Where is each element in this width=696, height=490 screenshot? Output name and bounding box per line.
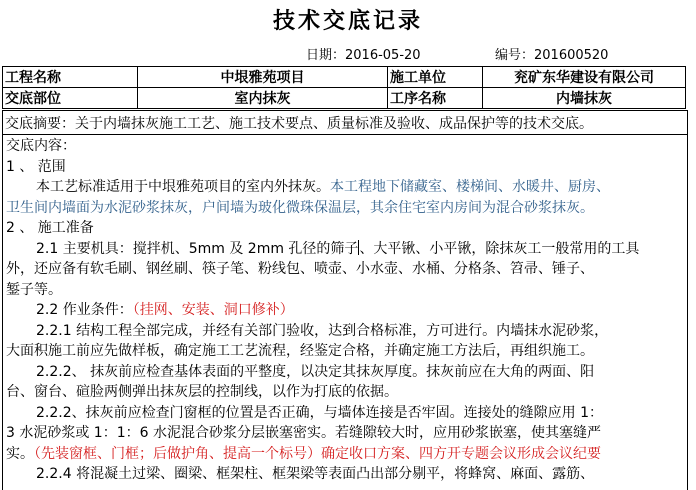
- location-label: 交底部位: [3, 88, 138, 109]
- section-2-1-text-a: 2.1 主要机具：搅拌机、5mm 及 2mm 孔径的筛子: [36, 240, 359, 257]
- process-label: 工序名称: [388, 88, 483, 109]
- section-1-paragraph: [6, 177, 684, 198]
- section-1-text: 本工艺标准适用于中垠雅苑项目的室内外抹灰。: [36, 179, 330, 195]
- section-2-2-3-line: 2.2.2、抹灰前应检查门窗框的位置是否正确，与墙体连接是否牢固。连接处的缝隙应用 1：: [36, 404, 603, 421]
- section-2-2-text: 2.2 作业条件：: [36, 302, 133, 318]
- date-field: 日期：2016-05-20: [306, 48, 421, 63]
- number-field: 编号：201600520: [495, 48, 609, 63]
- section-2-1-line-2: 外，还应备有软毛刷、钢丝刷、筷子笔、粉线包、喷壶、小水壶、水桶、分格条、笤帚、锤子、: [6, 261, 594, 277]
- section-2-2-1-line: 2.2.1 结构工程全部完成，并经有关部门验收，达到合格标准，方可进行。内墙抹水泥砂浆，: [36, 322, 609, 339]
- section-1-blue-note: 本工程地下储藏室、楼梯间、水暖井、厨房、: [330, 179, 610, 195]
- section-2-title: 2 、 施工准备: [6, 220, 94, 236]
- section-2-2-3-line-3: [6, 444, 684, 465]
- section-2-1-line-3: 錾子等。: [6, 281, 62, 298]
- section-2-2-2-line: 2.2.2、 抹灰前应检查基体表面的平整度，以决定其抹灰厚度。抹灰前应在大角的两面、阳: [36, 363, 595, 380]
- section-2-2-red-note: （挂网、安装、洞口修补）: [132, 302, 294, 318]
- section-1-blue-continued: 卫生间内墙面为水泥砂浆抹灰，户间墙为玻化微珠保温层，其余住宅室内房间为混合砂浆抹灰。: [6, 199, 594, 216]
- summary-line: 交底摘要：关于内墙抹灰施工工艺、施工技术要点、质量标准及验收、成品保护等的技术交底。: [3, 111, 687, 135]
- project-info-table: [2, 66, 686, 109]
- section-2-1-text-b: 、大平锹、小平锹，除抹灰工一般常用的工具: [359, 240, 640, 257]
- table-row: [3, 67, 686, 88]
- contractor-label: 施工单位: [388, 67, 483, 88]
- project-name-value: 中垠雅苑项目: [138, 67, 388, 88]
- contractor-value: 兖矿东华建设有限公司: [483, 67, 686, 88]
- process-value: 内墙抹灰: [483, 88, 686, 109]
- section-2-2-3-text: 实。: [6, 445, 34, 462]
- content-heading: 交底内容：: [6, 138, 76, 154]
- location-value: 室内抹灰: [138, 88, 388, 109]
- table-row: [3, 88, 686, 109]
- section-2-2-2-line-2: 台、窗台、碹脸两侧弹出抹灰层的控制线，以作为打底的依据。: [6, 384, 398, 400]
- section-2-1-line: [6, 239, 684, 260]
- content-area[interactable]: [2, 110, 688, 490]
- section-2-2-4-line: 2.2.4 将混凝土过梁、圈梁、框架柱、框架梁等表面凸出部分剔平，将蜂窝、麻面、露筋、: [36, 466, 595, 482]
- document-title: 技术交底记录: [272, 8, 423, 34]
- content-body[interactable]: [3, 135, 687, 486]
- section-2-2-1-line-2: 大面积施工前应先做样板，确定施工工艺流程，经鉴定合格，并确定施工方法后，再组织施工。: [6, 343, 594, 359]
- section-2-2-3-line-2: 3 水泥砂浆或 1：1：6 水泥混合砂浆分层嵌塞密实。若缝隙较大时，应用砂浆嵌塞，使其塞缝严: [6, 425, 601, 441]
- section-1-title: 1 、 范围: [6, 158, 66, 175]
- section-2-2-line: [6, 300, 684, 321]
- section-2-2-3-red-note: （先装窗框、门框；后做护角、提高一个标号）确定收口方案、四方开专题会议形成会议纪要: [34, 445, 601, 462]
- project-name-label: 工程名称: [3, 67, 138, 88]
